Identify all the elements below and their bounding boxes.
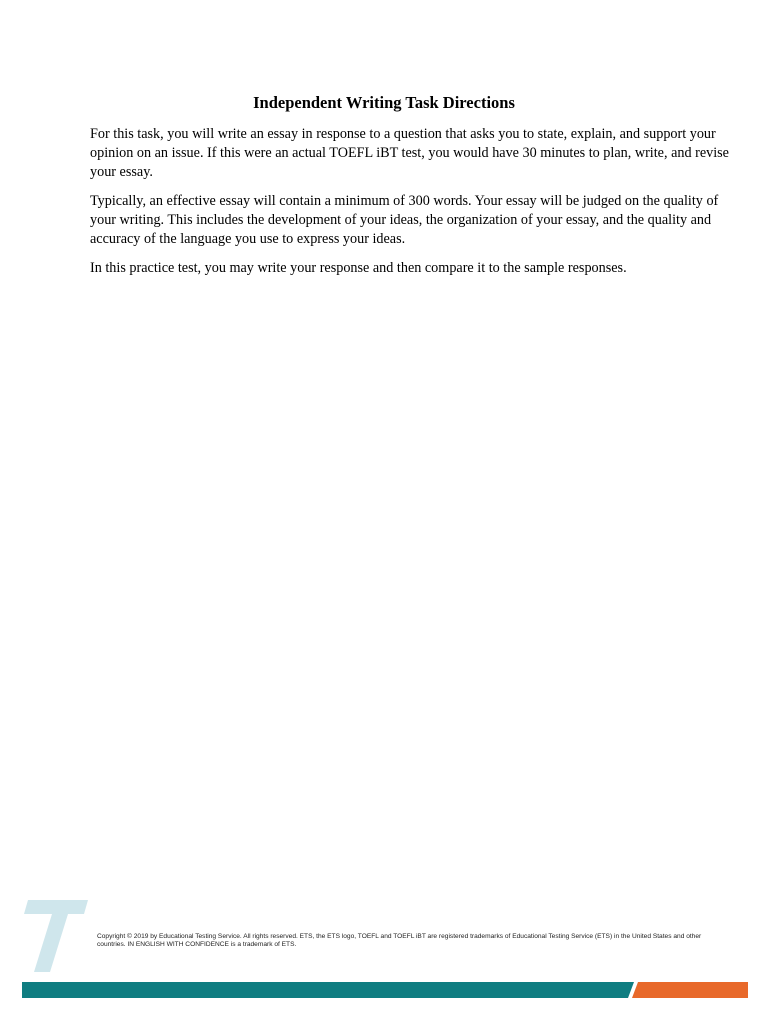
paragraph-task-description: For this task, you will write an essay in response to a question that asks you to state, explain, and support your opinion on an issue. If this were an actual TOEFL iBT test, you would have 30 minutes to plan, write, and revise your essay. bbox=[90, 126, 729, 180]
toefl-t-logo-icon bbox=[24, 898, 88, 974]
page-title: Independent Writing Task Directions bbox=[253, 93, 515, 112]
paragraph-essay-requirements: Typically, an effective essay will contain a minimum of 300 words. Your essay will be judged on the quality of your writing. This includes the development of your ideas, the organization of your essay, and the quality and accuracy of the language you use to express your ideas. bbox=[90, 193, 719, 247]
copyright-notice: Copyright © 2019 by Educational Testing Service. All rights reserved. ETS, the ETS logo, TOEFL and TOEFL iBT are registered trademarks of Educational Testing Service (ETS) in the United States and other countries. IN ENGLISH WITH CONFIDENCE is a trademark of ETS. bbox=[97, 933, 702, 948]
footer-color-bar bbox=[22, 982, 748, 998]
paragraph-practice-note: In this practice test, you may write your response and then compare it to the sample responses. bbox=[90, 260, 627, 276]
directions-body bbox=[90, 125, 730, 288]
